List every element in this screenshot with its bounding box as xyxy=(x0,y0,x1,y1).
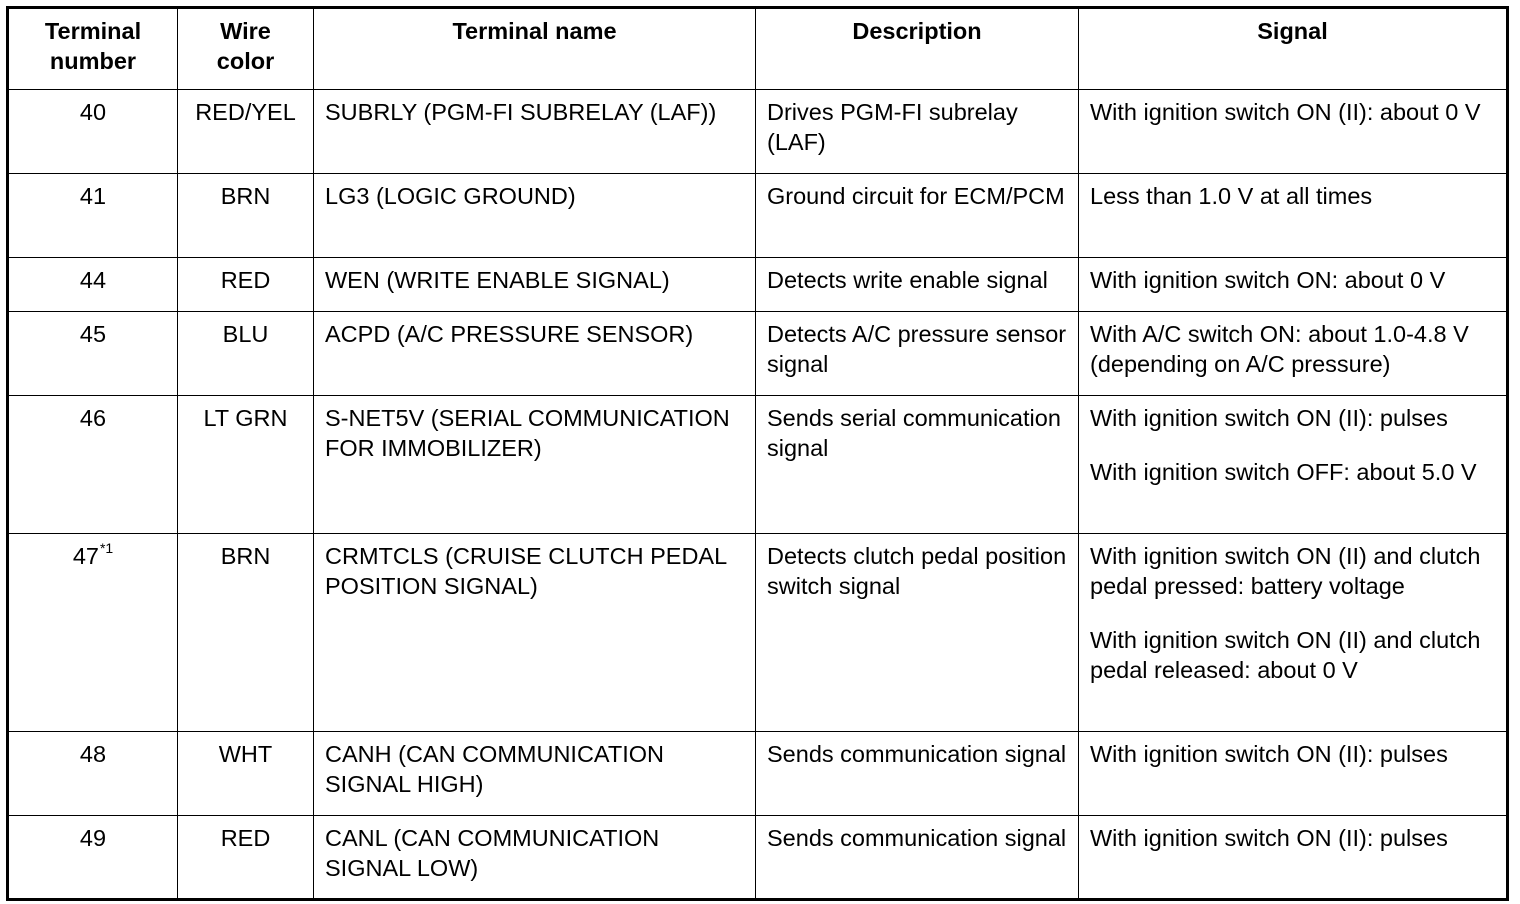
description-cell: Sends serial communication signal xyxy=(756,396,1079,534)
table-row xyxy=(8,534,1508,732)
signal-text: With ignition switch ON (II): about 0 V xyxy=(1090,99,1481,125)
terminal-name-cell: WEN (WRITE ENABLE SIGNAL) xyxy=(314,258,756,312)
signal-cell xyxy=(1079,534,1508,732)
signal-cell xyxy=(1079,90,1508,174)
signal-text: With A/C switch ON: about 1.0-4.8 V (depending on A/C pressure) xyxy=(1090,321,1469,377)
signal-text: With ignition switch OFF: about 5.0 V xyxy=(1090,459,1477,485)
table-row xyxy=(8,90,1508,174)
header-terminal-number-line2: number xyxy=(49,48,137,74)
terminal-name-cell: SUBRLY (PGM-FI SUBRELAY (LAF)) xyxy=(314,90,756,174)
terminal-table-container xyxy=(6,6,1509,901)
terminal-number-cell: 46 xyxy=(8,396,178,534)
signal-cell xyxy=(1079,312,1508,396)
wire-color-cell: LT GRN xyxy=(178,396,314,534)
wire-color-cell: RED/YEL xyxy=(178,90,314,174)
terminal-number-value: 47 xyxy=(72,543,99,569)
signal-text: With ignition switch ON: about 0 V xyxy=(1090,267,1446,293)
signal-text: With ignition switch ON (II): pulses xyxy=(1090,405,1448,431)
signal-text: With ignition switch ON (II) and clutch pedal pressed: battery voltage xyxy=(1090,543,1481,599)
signal-text: With ignition switch ON (II): pulses xyxy=(1090,825,1448,851)
table-row xyxy=(8,732,1508,816)
terminal-number-cell: 48 xyxy=(8,732,178,816)
header-wire-color-line2: color xyxy=(216,48,275,74)
header-terminal-number xyxy=(8,8,178,90)
header-description: Description xyxy=(756,8,1079,90)
table-row xyxy=(8,258,1508,312)
terminal-name-cell: S-NET5V (SERIAL COMMUNICATION FOR IMMOBILIZER) xyxy=(314,396,756,534)
header-signal: Signal xyxy=(1079,8,1508,90)
signal-cell xyxy=(1079,174,1508,258)
wire-color-cell: BRN xyxy=(178,174,314,258)
table-row xyxy=(8,312,1508,396)
terminal-number-cell xyxy=(8,534,178,732)
description-cell: Ground circuit for ECM/PCM xyxy=(756,174,1079,258)
description-cell: Detects clutch pedal position switch signal xyxy=(756,534,1079,732)
description-cell: Drives PGM-FI subrelay (LAF) xyxy=(756,90,1079,174)
header-wire-color-line1: Wire xyxy=(220,18,271,44)
wire-color-cell: RED xyxy=(178,258,314,312)
signal-cell xyxy=(1079,816,1508,900)
terminal-number-cell: 45 xyxy=(8,312,178,396)
terminal-name-cell: LG3 (LOGIC GROUND) xyxy=(314,174,756,258)
header-row xyxy=(8,8,1508,90)
footnote-marker: *1 xyxy=(99,540,114,557)
header-terminal-number-line1: Terminal xyxy=(44,18,142,44)
terminal-name-cell: CRMTCLS (CRUISE CLUTCH PEDAL POSITION SIGNAL) xyxy=(314,534,756,732)
table-row xyxy=(8,174,1508,258)
terminal-name-cell: ACPD (A/C PRESSURE SENSOR) xyxy=(314,312,756,396)
description-cell: Sends communication signal xyxy=(756,816,1079,900)
terminal-name-cell: CANH (CAN COMMUNICATION SIGNAL HIGH) xyxy=(314,732,756,816)
terminal-number-cell: 49 xyxy=(8,816,178,900)
signal-cell xyxy=(1079,396,1508,534)
wire-color-cell: RED xyxy=(178,816,314,900)
terminal-number-cell: 44 xyxy=(8,258,178,312)
header-wire-color xyxy=(178,8,314,90)
signal-cell xyxy=(1079,258,1508,312)
terminal-number-cell: 41 xyxy=(8,174,178,258)
wire-color-cell: BLU xyxy=(178,312,314,396)
table-row xyxy=(8,396,1508,534)
signal-cell xyxy=(1079,732,1508,816)
wire-color-cell: WHT xyxy=(178,732,314,816)
signal-text: Less than 1.0 V at all times xyxy=(1090,183,1373,209)
signal-text: With ignition switch ON (II): pulses xyxy=(1090,741,1448,767)
terminal-name-cell: CANL (CAN COMMUNICATION SIGNAL LOW) xyxy=(314,816,756,900)
terminal-table xyxy=(6,6,1509,901)
description-cell: Sends communication signal xyxy=(756,732,1079,816)
terminal-number-cell: 40 xyxy=(8,90,178,174)
wire-color-cell: BRN xyxy=(178,534,314,732)
description-cell: Detects write enable signal xyxy=(756,258,1079,312)
table-row xyxy=(8,816,1508,900)
description-cell: Detects A/C pressure sensor signal xyxy=(756,312,1079,396)
signal-text: With ignition switch ON (II) and clutch pedal released: about 0 V xyxy=(1090,627,1481,683)
header-terminal-name: Terminal name xyxy=(314,8,756,90)
